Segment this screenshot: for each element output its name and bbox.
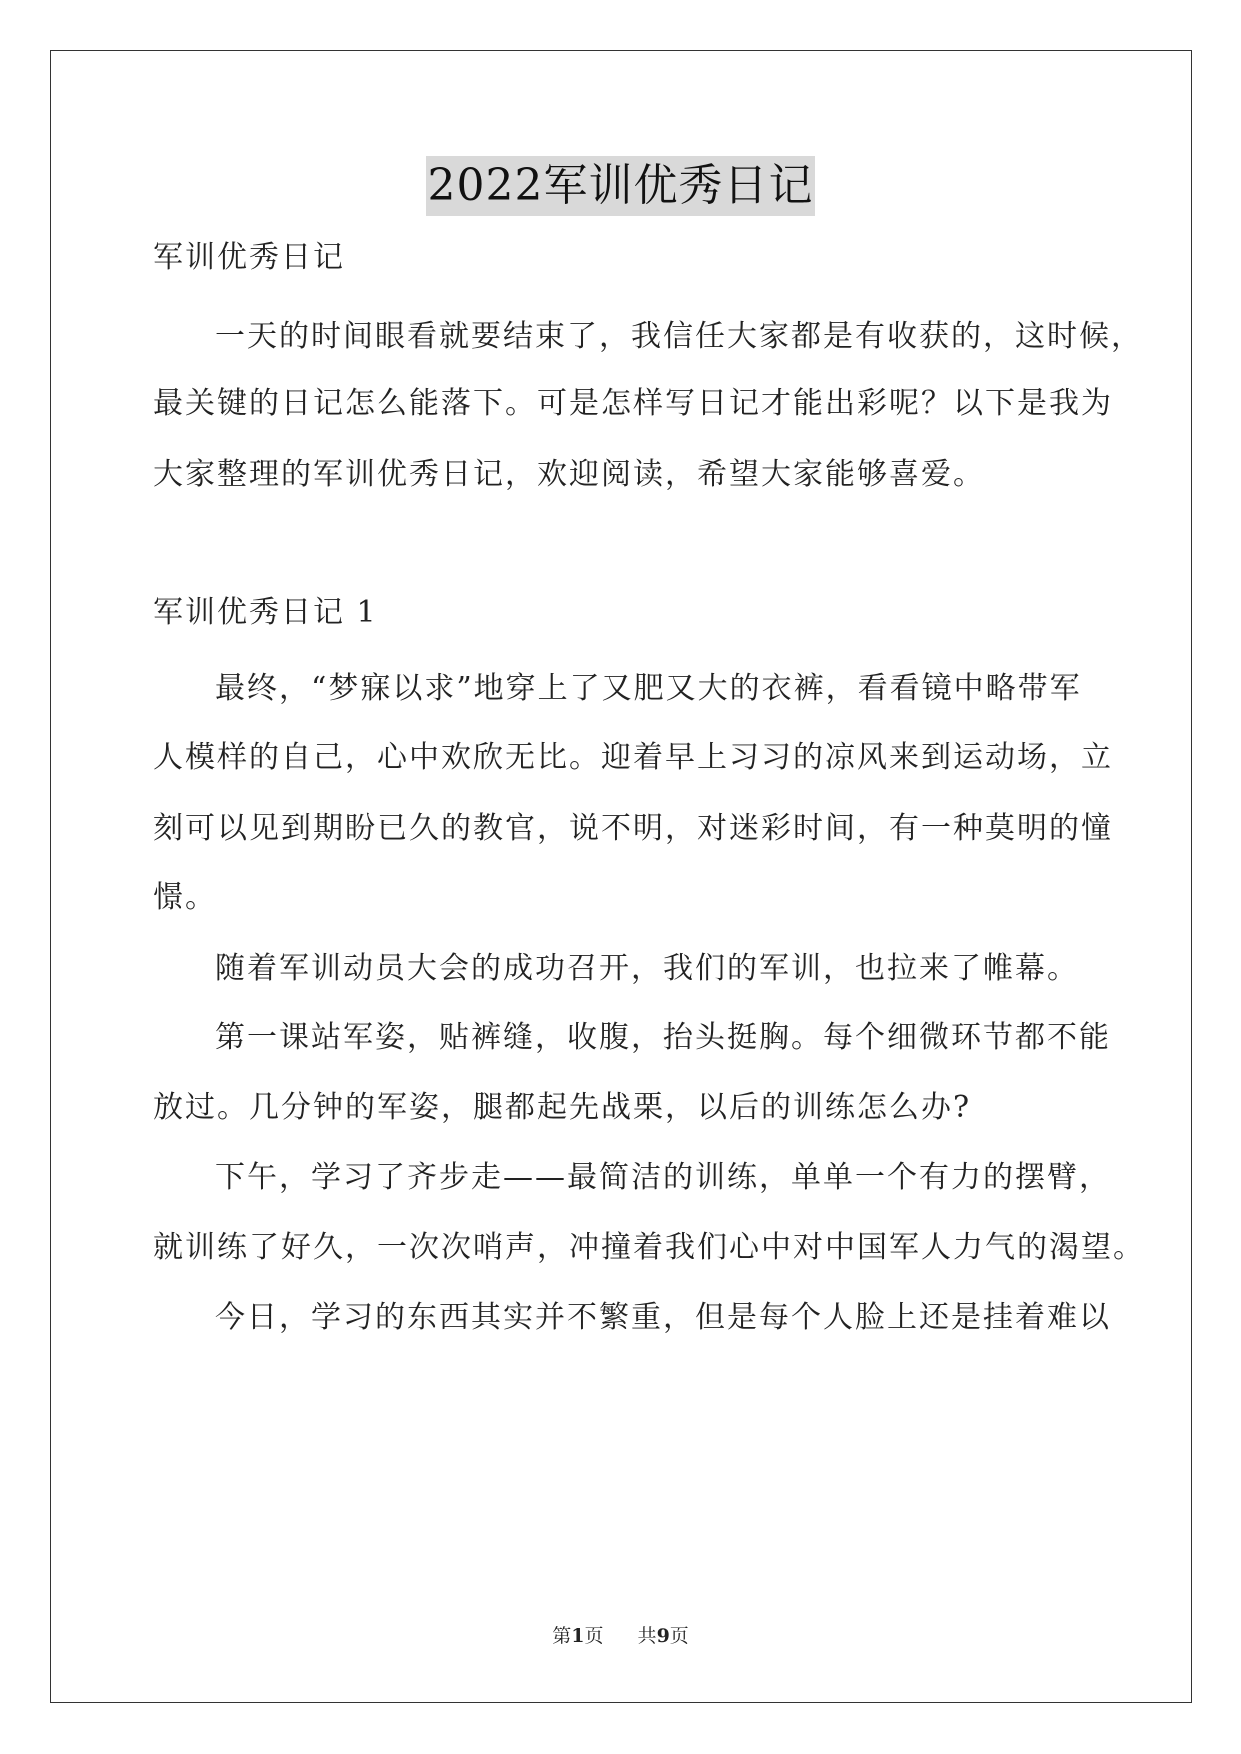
page-footer [0,1624,1241,1648]
paragraph-line: 就训练了好久，一次次哨声，冲撞着我们心中对中国军人力气的渴望。 [153,1230,1145,1265]
paragraph-line: 放过。几分钟的军姿，腿都起先战栗，以后的训练怎么办? [153,1090,972,1125]
page-suffix: 页 [584,1625,604,1647]
paragraph-line: 最关键的日记怎么能落下。可是怎样写日记才能出彩呢？以下是我为 [153,386,1113,421]
page-prefix: 第 [552,1625,572,1647]
section-heading: 军训优秀日记 1 [153,595,378,630]
document-title: 2022军训优秀日记 [426,156,816,216]
section-heading: 军训优秀日记 [153,240,345,275]
page-border [50,50,1192,1703]
paragraph-line: 人模样的自己，心中欢欣无比。迎着早上习习的凉风来到运动场，立 [153,740,1113,775]
paragraph-line: 下午，学习了齐步走——最简洁的训练，单单一个有力的摆臂， [215,1160,1111,1195]
page-number: 1 [571,1625,585,1647]
total-prefix: 共 [637,1625,657,1647]
paragraph-line: 大家整理的军训优秀日记，欢迎阅读，希望大家能够喜爱。 [153,457,985,492]
paragraph-line: 最终，“梦寐以求”地穿上了又肥又大的衣裤，看看镜中略带军 [215,671,1082,706]
total-pages: 9 [656,1625,670,1647]
paragraph-line: 刻可以见到期盼已久的教官，说不明，对迷彩时间，有一种莫明的憧 [153,811,1113,846]
paragraph-line: 随着军训动员大会的成功召开，我们的军训，也拉来了帷幕。 [215,951,1079,986]
paragraph-line: 第一课站军姿，贴裤缝，收腹，抬头挺胸。每个细微环节都不能 [215,1020,1111,1055]
paragraph-line: 一天的时间眼看就要结束了，我信任大家都是有收获的，这时候， [215,319,1143,354]
paragraph-line: 憬。 [153,880,217,915]
title-container [0,156,1241,216]
total-suffix: 页 [669,1625,689,1647]
paragraph-line: 今日，学习的东西其实并不繁重，但是每个人脸上还是挂着难以 [215,1300,1111,1335]
